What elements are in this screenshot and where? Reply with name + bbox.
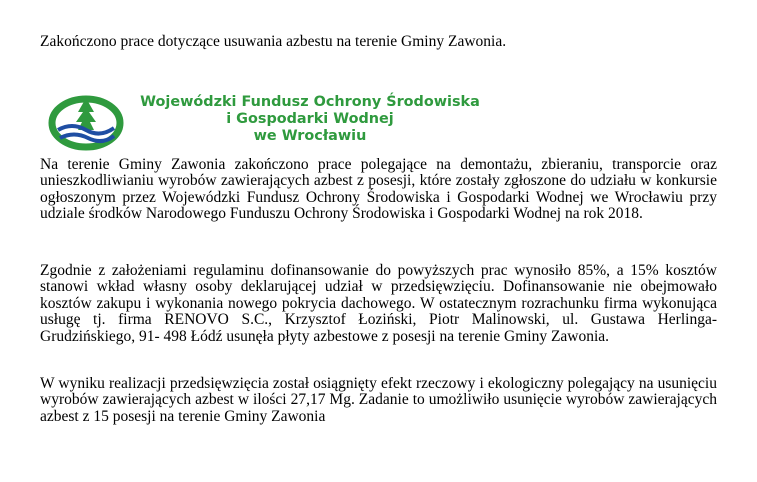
logo-line-1: Wojewódzki Fundusz Ochrony Środowiska [140, 94, 480, 110]
document-heading: Zakończono prace dotyczące usuwania azbestu na terenie Gminy Zawonia. [40, 33, 507, 50]
tree-water-emblem-icon [48, 92, 128, 152]
paragraph-results: W wyniku realizacji przedsięwzięcia został osiągnięty efekt rzeczowy i ekologiczny polegający na usunięciu wyrobów zawierających azbest w ilości 27,17 Mg. Zadanie to umożliwiło usunięcie wyrobów zawierających azbest z 15 posesji na terenie Gminy Zawonia [40, 375, 717, 425]
logo-line-2: i Gospodarki Wodnej [226, 111, 394, 127]
logo-wordmark [132, 94, 488, 145]
wfosigw-logo [48, 92, 488, 154]
logo-line-3: we Wrocławiu [253, 128, 367, 144]
paragraph-funding-details: Zgodnie z założeniami regulaminu dofinansowanie do powyższych prac wynosiło 85%, a 15% kosztów stanowi wkład własny osoby deklarującej udział w przedsięwzięciu. Dofinansowanie nie obejmowało kosztów zakupu i wykonania nowego pokrycia dachowego. W ostatecznym rozrachunku firma wykonująca usługę tj. firma RENOVO S.C., Krzysztof Łoziński, Piotr Malinowski, ul. Gustawa Herlinga- Grudzińskiego, 91- 498 Łódź usunęła płyty azbestowe z posesji na terenie Gminy Zawonia. [40, 262, 717, 345]
paragraph-project-summary: Na terenie Gminy Zawonia zakończono prace polegające na demontażu, zbieraniu, transporcie oraz unieszkodliwianiu wyrobów zawierających azbest z posesji, które zostały zgłoszone do udziału w konkursie ogłoszonym przez Wojewódzki Fundusz Ochrony Środowiska i Gospodarki Wodnej we Wrocławiu przy udziale środków Narodowego Funduszu Ochrony Środowiska i Gospodarki Wodnej na rok 2018. [40, 156, 717, 223]
